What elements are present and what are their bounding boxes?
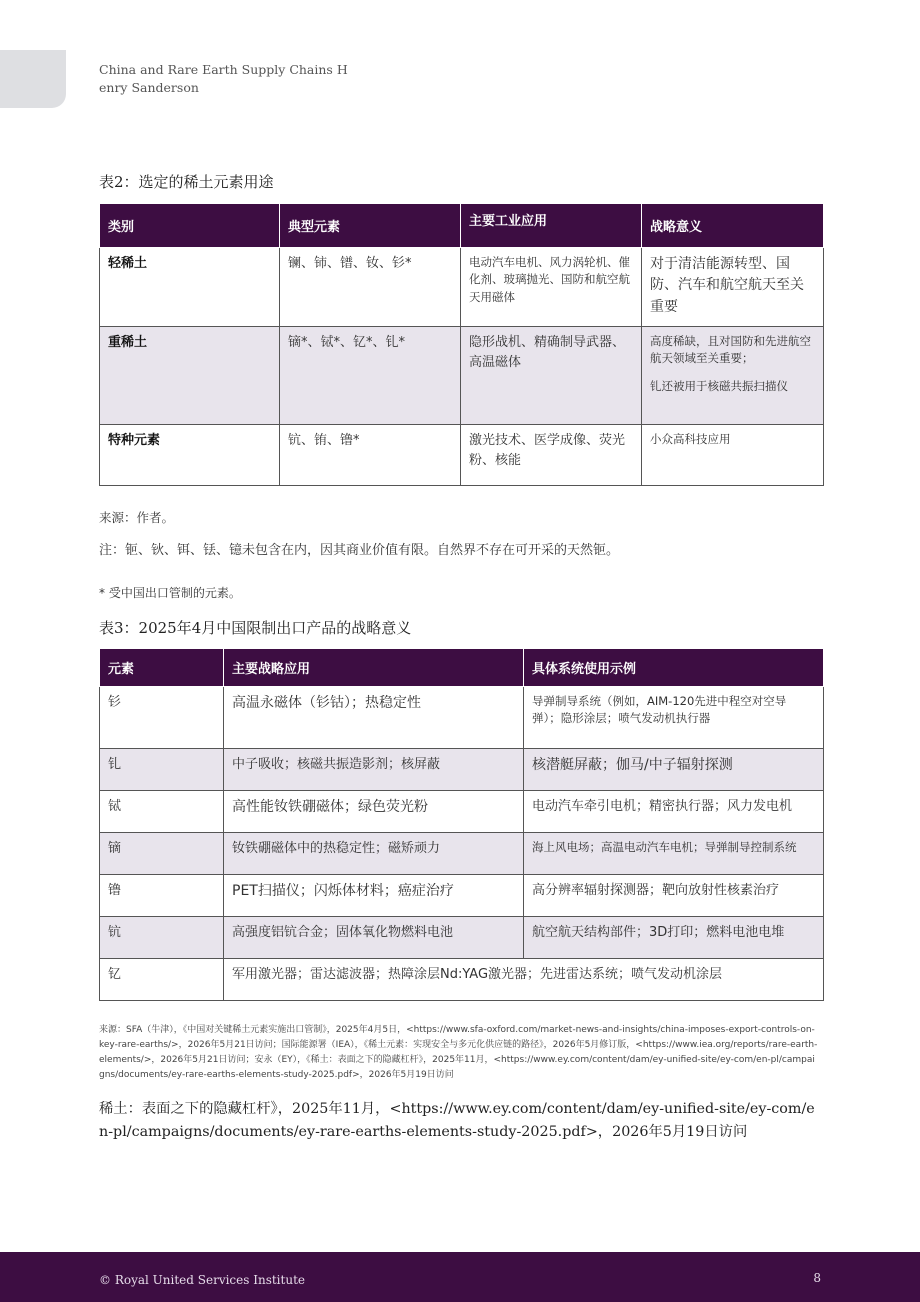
table-cell: 镧、铈、镨、钕、钐*	[280, 247, 461, 326]
table-row	[100, 916, 824, 958]
page-number: 8	[813, 1271, 821, 1285]
table2-header-row	[100, 204, 824, 247]
table2-note: 注：钷、钬、铒、铥、镱未包含在内，因其商业价值有限。自然界不存在可开采的天然钷。	[99, 543, 620, 558]
table-row	[100, 326, 824, 424]
table-cell: 导弹制导系统（例如，AIM-120先进中程空对空导弹）；隐形涂层；喷气发动机执行器	[524, 686, 824, 748]
table-cell: 航空航天结构部件；3D打印；燃料电池电堆	[524, 916, 824, 958]
running-header: China and Rare Earth Supply Chains H enry Sanderson	[99, 62, 348, 95]
table-row	[100, 247, 824, 326]
table2	[99, 204, 824, 486]
table-cell: 高分辨率辐射探测器；靶向放射性核素治疗	[524, 874, 824, 916]
table-cell: 镥	[100, 874, 224, 916]
table-cell: 核潜艇屏蔽；伽马/中子辐射探测	[524, 748, 824, 790]
source-footnote: 来源：SFA（牛津），《中国对关键稀土元素实施出口管制》，2025年4月5日，<https://www.sfa-oxford.com/market-news-and-insights/china-imposes-export-controls-on-key-rare-earths/>，2026年5月21日访问；国际能源署（IEA），《稀土元素：实现安全与多元化供应链的路径》，2026年5月修订版，<https://www.iea.org/reports/rare-earth-elements/>，2026年5月21日访问；安永（EY），《稀土：表面之下的隐藏杠杆》，2025年11月，<https://www.ey.com/content/dam/ey-unified-site/ey-com/en-pl/campaigns/documents/ey-rare-earths-elements-study-2025.pdf>，2026年5月19日访问	[99, 1025, 818, 1080]
table-cell: 重稀土	[100, 326, 280, 424]
table-cell: 钕铁硼磁体中的热稳定性；磁矫顽力	[224, 832, 524, 874]
table3-caption: 表3：2025年4月中国限制出口产品的战略意义	[99, 619, 412, 637]
table-cell: 钐	[100, 686, 224, 748]
table2-caption: 表2：选定的稀土元素用途	[99, 173, 274, 191]
significance-text: 高度稀缺，且对国防和先进航空航天领域至关重要；	[650, 333, 811, 366]
table-row	[100, 832, 824, 874]
table-row	[100, 686, 824, 748]
table2-source: 来源：作者。	[99, 510, 175, 525]
table3-header-row	[100, 649, 824, 686]
table-cell: 海上风电场；高温电动汽车电机；导弹制导控制系统	[524, 832, 824, 874]
table-cell: 钪	[100, 916, 224, 958]
table-row	[100, 424, 824, 485]
table3	[99, 649, 824, 1001]
table-cell: 铽	[100, 790, 224, 832]
table-cell: 高性能钕铁硼磁体；绿色荧光粉	[224, 790, 524, 832]
table-cell: 电动汽车电机、风力涡轮机、催化剂、玻璃抛光、国防和航空航天用磁体	[461, 247, 642, 326]
table-cell: 镝	[100, 832, 224, 874]
table3-header-element: 元素	[100, 649, 224, 686]
corner-tab-decoration	[0, 50, 66, 108]
page-footer	[0, 1252, 920, 1302]
table2-header-significance: 战略意义	[642, 204, 824, 247]
table-cell: 轻稀土	[100, 247, 280, 326]
table2-asterisk-note: * 受中国出口管制的元素。	[99, 586, 241, 600]
table-cell: 高强度铝钪合金；固体氧化物燃料电池	[224, 916, 524, 958]
table-row	[100, 790, 824, 832]
table-cell: 钪、铕、镥*	[280, 424, 461, 485]
table-row	[100, 748, 824, 790]
footer-copyright: © Royal United Services Institute	[99, 1273, 305, 1287]
table-cell: 镝*、铽*、钇*、钆*	[280, 326, 461, 424]
table-cell: PET扫描仪；闪烁体材料；癌症治疗	[224, 874, 524, 916]
table-cell: 钇	[100, 958, 224, 1000]
table2-header-elements: 典型元素	[280, 204, 461, 247]
table-cell: 特种元素	[100, 424, 280, 485]
table-cell: 隐形战机、精确制导武器、高温磁体	[461, 326, 642, 424]
table-cell: 中子吸收；核磁共振造影剂；核屏蔽	[224, 748, 524, 790]
table3-header-application: 主要战略应用	[224, 649, 524, 686]
table-cell: 军用激光器；雷达滤波器；热障涂层Nd:YAG激光器；先进雷达系统；喷气发动机涂层	[224, 958, 824, 1000]
table2-header-category: 类别	[100, 204, 280, 247]
table2-header-applications: 主要工业应用	[461, 204, 642, 247]
table-cell: 高温永磁体（钐钴）；热稳定性	[224, 686, 524, 748]
table-cell: 对于清洁能源转型、国防、汽车和航空航天至关重要	[642, 247, 824, 326]
table-cell: 小众高科技应用	[642, 424, 824, 485]
table-row	[100, 958, 824, 1000]
table-cell: 钆	[100, 748, 224, 790]
table-cell: 激光技术、医学成像、荧光粉、核能	[461, 424, 642, 485]
significance-text-2: 钆还被用于核磁共振扫描仪	[650, 379, 788, 394]
table-cell: 电动汽车牵引电机；精密执行器；风力发电机	[524, 790, 824, 832]
overflow-text: 稀土：表面之下的隐藏杠杆》，2025年11月，<https://www.ey.com/content/dam/ey-unified-site/ey-com/en-pl/campaigns/documents/ey-rare-earths-elements-study-2025.pdf>，2026年5月19日访问	[99, 1101, 815, 1140]
table-cell	[642, 326, 824, 424]
table3-header-example: 具体系统使用示例	[524, 649, 824, 686]
table-row	[100, 874, 824, 916]
